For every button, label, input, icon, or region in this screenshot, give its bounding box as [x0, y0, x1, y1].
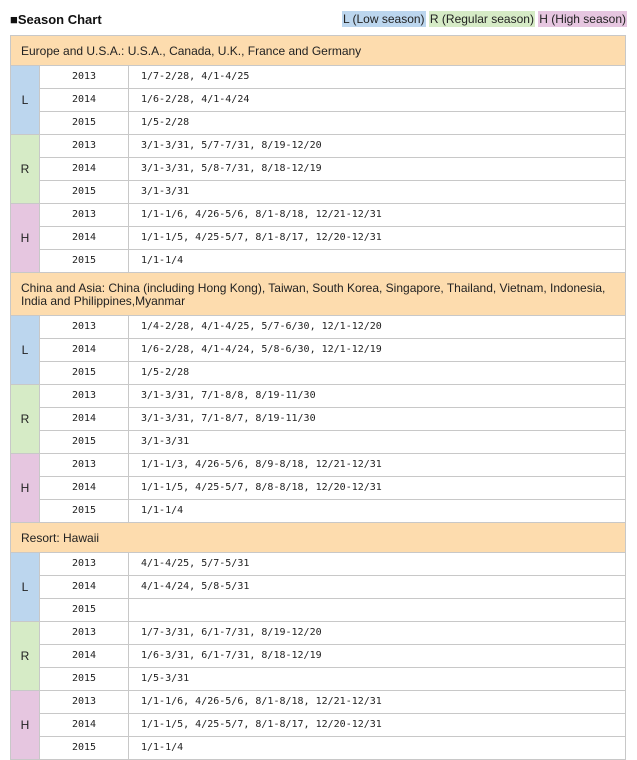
season-level-low: L [11, 553, 40, 622]
year-cell: 2015 [40, 250, 129, 273]
year-cell: 2015 [40, 737, 129, 760]
year-cell: 2014 [40, 645, 129, 668]
year-cell: 2013 [40, 454, 129, 477]
season-row [11, 66, 626, 89]
season-row [11, 250, 626, 273]
season-level-low: L [11, 316, 40, 385]
date-ranges-cell: 1/1-1/5, 4/25-5/7, 8/1-8/17, 12/20-12/31 [129, 714, 626, 737]
date-ranges-cell: 3/1-3/31, 5/8-7/31, 8/18-12/19 [129, 158, 626, 181]
year-cell: 2015 [40, 668, 129, 691]
season-row [11, 477, 626, 500]
legend-low-season: L (Low season) [342, 12, 425, 26]
year-cell: 2014 [40, 408, 129, 431]
year-cell: 2013 [40, 66, 129, 89]
season-row [11, 500, 626, 523]
date-ranges-cell: 1/6-2/28, 4/1-4/24, 5/8-6/30, 12/1-12/19 [129, 339, 626, 362]
region-header-row [11, 523, 626, 553]
season-row [11, 385, 626, 408]
date-ranges-cell: 1/6-2/28, 4/1-4/24 [129, 89, 626, 112]
date-ranges-cell: 1/5-3/31 [129, 668, 626, 691]
year-cell: 2013 [40, 691, 129, 714]
year-cell: 2014 [40, 477, 129, 500]
season-level-regular: R [11, 622, 40, 691]
date-ranges-cell: 1/7-3/31, 6/1-7/31, 8/19-12/20 [129, 622, 626, 645]
season-row [11, 362, 626, 385]
season-legend [342, 12, 627, 26]
season-level-regular: R [11, 385, 40, 454]
region-name: Resort: Hawaii [11, 523, 626, 553]
season-row [11, 339, 626, 362]
date-ranges-cell: 3/1-3/31, 7/1-8/7, 8/19-11/30 [129, 408, 626, 431]
year-cell: 2015 [40, 431, 129, 454]
date-ranges-cell: 1/5-2/28 [129, 112, 626, 135]
year-cell: 2014 [40, 227, 129, 250]
season-row [11, 553, 626, 576]
year-cell: 2014 [40, 89, 129, 112]
chart-header [0, 0, 637, 36]
year-cell: 2013 [40, 135, 129, 158]
date-ranges-cell: 1/1-1/5, 4/25-5/7, 8/8-8/18, 12/20-12/31 [129, 477, 626, 500]
date-ranges-cell: 1/4-2/28, 4/1-4/25, 5/7-6/30, 12/1-12/20 [129, 316, 626, 339]
region-header-row [11, 273, 626, 316]
season-row [11, 714, 626, 737]
season-row [11, 408, 626, 431]
season-level-high: H [11, 454, 40, 523]
season-row [11, 454, 626, 477]
year-cell: 2013 [40, 385, 129, 408]
season-row [11, 112, 626, 135]
date-ranges-cell: 3/1-3/31 [129, 181, 626, 204]
date-ranges-cell: 1/6-3/31, 6/1-7/31, 8/18-12/19 [129, 645, 626, 668]
season-row [11, 227, 626, 250]
season-row [11, 691, 626, 714]
date-ranges-cell: 1/1-1/4 [129, 500, 626, 523]
season-row [11, 181, 626, 204]
year-cell: 2015 [40, 599, 129, 622]
legend-regular-season: R (Regular season) [429, 12, 534, 26]
year-cell: 2013 [40, 204, 129, 227]
year-cell: 2013 [40, 622, 129, 645]
year-cell: 2014 [40, 576, 129, 599]
date-ranges-cell: 3/1-3/31, 5/7-7/31, 8/19-12/20 [129, 135, 626, 158]
year-cell: 2014 [40, 339, 129, 362]
date-ranges-cell: 1/1-1/6, 4/26-5/6, 8/1-8/18, 12/21-12/31 [129, 204, 626, 227]
date-ranges-cell: 1/5-2/28 [129, 362, 626, 385]
region-name: Europe and U.S.A.: U.S.A., Canada, U.K., France and Germany [11, 36, 626, 66]
page-title: ■Season Chart [10, 12, 102, 27]
season-row [11, 668, 626, 691]
season-level-regular: R [11, 135, 40, 204]
season-row [11, 431, 626, 454]
season-row [11, 576, 626, 599]
date-ranges-cell: 4/1-4/25, 5/7-5/31 [129, 553, 626, 576]
season-row [11, 599, 626, 622]
season-row [11, 158, 626, 181]
year-cell: 2015 [40, 500, 129, 523]
season-row [11, 316, 626, 339]
year-cell: 2015 [40, 362, 129, 385]
date-ranges-cell: 1/7-2/28, 4/1-4/25 [129, 66, 626, 89]
year-cell: 2014 [40, 158, 129, 181]
legend-high-season: H (High season) [539, 12, 626, 26]
year-cell: 2014 [40, 714, 129, 737]
season-level-low: L [11, 66, 40, 135]
season-row [11, 135, 626, 158]
date-ranges-cell: 1/1-1/4 [129, 250, 626, 273]
season-row [11, 204, 626, 227]
date-ranges-cell: 4/1-4/24, 5/8-5/31 [129, 576, 626, 599]
season-level-high: H [11, 691, 40, 760]
year-cell: 2015 [40, 112, 129, 135]
date-ranges-cell: 1/1-1/5, 4/25-5/7, 8/1-8/17, 12/20-12/31 [129, 227, 626, 250]
year-cell: 2015 [40, 181, 129, 204]
season-table [10, 35, 626, 760]
season-table-body [11, 36, 626, 760]
date-ranges-cell: 1/1-1/6, 4/26-5/6, 8/1-8/18, 12/21-12/31 [129, 691, 626, 714]
date-ranges-cell: 1/1-1/3, 4/26-5/6, 8/9-8/18, 12/21-12/31 [129, 454, 626, 477]
date-ranges-cell: 3/1-3/31 [129, 431, 626, 454]
date-ranges-cell: 1/1-1/4 [129, 737, 626, 760]
date-ranges-cell: 3/1-3/31, 7/1-8/8, 8/19-11/30 [129, 385, 626, 408]
year-cell: 2013 [40, 553, 129, 576]
season-row [11, 645, 626, 668]
date-ranges-cell [129, 599, 626, 622]
region-header-row [11, 36, 626, 66]
year-cell: 2013 [40, 316, 129, 339]
season-row [11, 622, 626, 645]
region-name: China and Asia: China (including Hong Kong), Taiwan, South Korea, Singapore, Thailand, Vietnam, Indonesia, India and Philippines,Myanmar [11, 273, 626, 316]
season-row [11, 89, 626, 112]
season-level-high: H [11, 204, 40, 273]
